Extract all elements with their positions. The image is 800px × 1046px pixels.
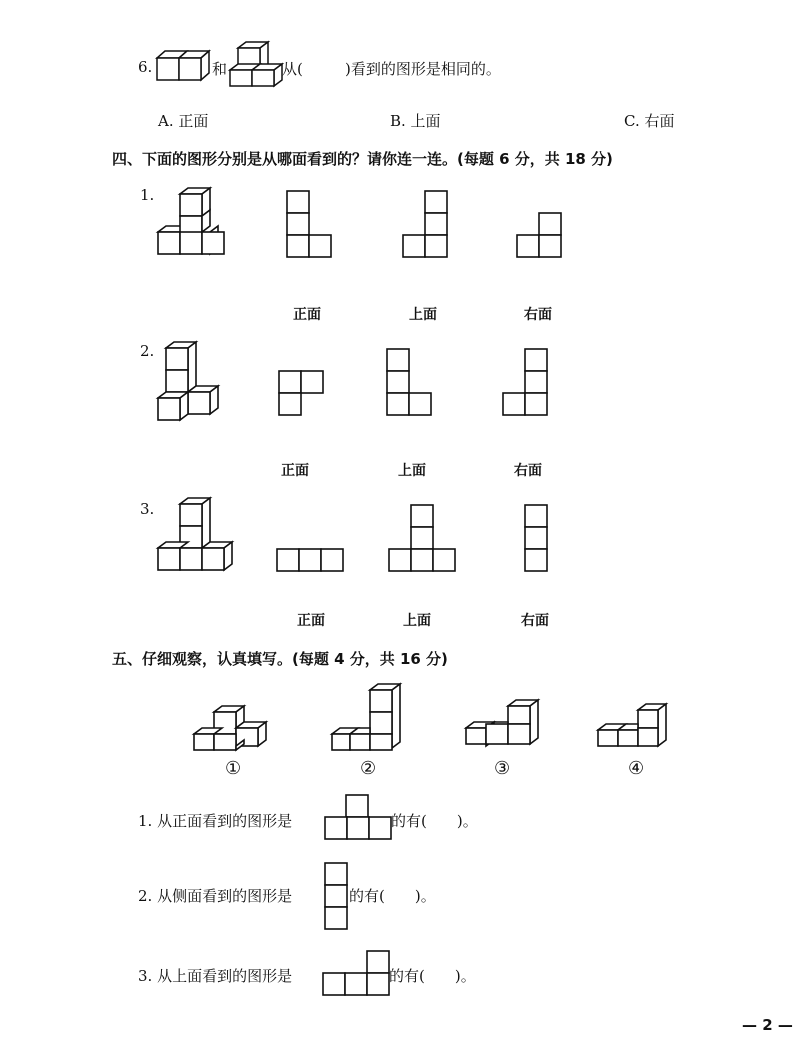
s4-item1-label-front: 正面 — [293, 307, 321, 323]
section4-title: 四、下面的图形分别是从哪面看到的？请你连一连。(每题 6 分，共 18 分) — [112, 150, 613, 168]
s5-figure-3-label: ③ — [494, 758, 511, 779]
s4-item3-number: 3. — [140, 500, 155, 518]
s4-item2-solid — [156, 340, 226, 426]
s5-q1-suffix: 的有( )。 — [391, 812, 478, 830]
section5-title: 五、仔细观察，认真填写。(每题 4 分，共 16 分) — [112, 650, 448, 668]
q6-shape-a — [155, 46, 215, 86]
s4-item2-label-top: 上面 — [398, 463, 426, 479]
s4-item1-view-c — [516, 212, 566, 262]
s5-q2-suffix: 的有( )。 — [349, 887, 436, 905]
s4-item3-label-front: 正面 — [297, 613, 325, 629]
s5-q2-prefix: 2. 从侧面看到的图形是 — [138, 887, 293, 905]
s4-item1-label-top: 上面 — [409, 307, 437, 323]
q6-number: 6. — [138, 58, 153, 76]
page-number: — 2 — — [742, 1016, 793, 1034]
s5-q3-suffix: 的有( )。 — [389, 967, 476, 985]
s5-figure-3 — [464, 696, 544, 752]
s4-item2-view-a — [278, 370, 328, 420]
s5-figure-1 — [192, 702, 276, 754]
s5-figure-2-label: ② — [360, 758, 377, 779]
s4-item1-solid — [156, 184, 226, 264]
s5-q1-prefix: 1. 从正面看到的图形是 — [138, 812, 293, 830]
s5-figure-2 — [330, 682, 410, 752]
s4-item2-view-c — [502, 348, 552, 418]
s4-item2-view-b — [386, 348, 436, 418]
q6-option-b: B. 上面 — [390, 112, 441, 130]
s5-figure-1-label: ① — [225, 758, 242, 779]
s4-item3-view-c — [524, 504, 550, 574]
s4-item1-view-a — [286, 190, 336, 260]
s4-item1-number: 1. — [140, 186, 155, 204]
s4-item1-label-right: 右面 — [524, 307, 552, 323]
s5-figure-4 — [596, 700, 680, 752]
q6-suffix: )看到的图形是相同的。 — [345, 60, 501, 78]
s4-item3-view-a — [276, 548, 348, 574]
s4-item2-label-right: 右面 — [514, 463, 542, 479]
s4-item2-number: 2. — [140, 342, 155, 360]
q6-shape-b — [228, 40, 288, 88]
s5-q2-shape — [324, 862, 350, 932]
q6-and: 和 — [212, 60, 228, 78]
s5-q3-shape — [322, 950, 392, 998]
s5-figure-4-label: ④ — [628, 758, 645, 779]
s4-item3-label-right: 右面 — [521, 613, 549, 629]
s4-item3-solid — [156, 496, 236, 576]
s4-item3-view-b — [388, 504, 460, 574]
q6-option-c: C. 右面 — [624, 112, 675, 130]
s4-item2-label-front: 正面 — [281, 463, 309, 479]
s5-q1-shape — [324, 794, 394, 842]
q6-option-a: A. 正面 — [158, 112, 209, 130]
s4-item3-label-top: 上面 — [403, 613, 431, 629]
s4-item1-view-b — [402, 190, 452, 260]
s5-q3-prefix: 3. 从上面看到的图形是 — [138, 967, 293, 985]
q6-from: 从( — [282, 60, 303, 78]
